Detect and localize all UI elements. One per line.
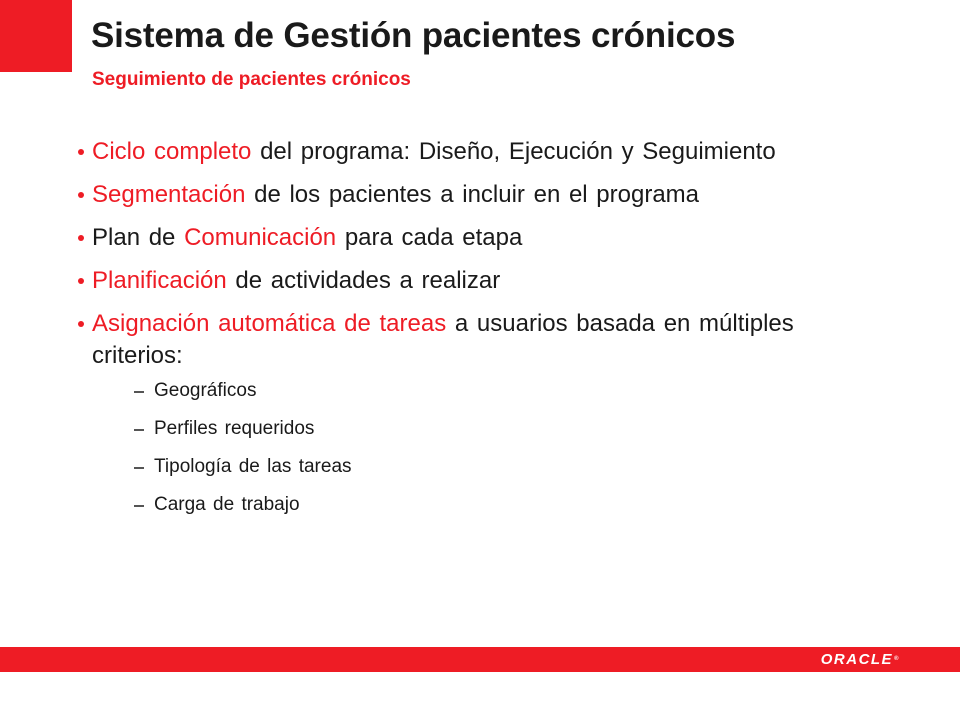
dash-icon [134, 429, 144, 431]
bullet-highlight: Comunicación [184, 224, 337, 251]
corner-accent-block [0, 0, 72, 72]
dash-icon [134, 467, 144, 469]
bullet-dot-icon [78, 235, 84, 241]
bullet-list [78, 136, 838, 532]
sub-bullet-item [116, 380, 838, 402]
sub-bullet-list [92, 380, 838, 516]
sub-bullet-item [116, 494, 838, 516]
bullet-dot-icon [78, 192, 84, 198]
bullet-item [78, 136, 838, 168]
sub-bullet-item [116, 456, 838, 478]
bullet-highlight: Asignación automática de tareas [92, 310, 447, 337]
dash-icon [134, 505, 144, 507]
dash-icon [134, 391, 144, 393]
bullet-highlight: Segmentación [92, 181, 246, 208]
sub-bullet-item [116, 418, 838, 440]
bullet-highlight: Ciclo completo [92, 138, 252, 165]
bullet-text: para cada etapa [336, 224, 523, 251]
slide-title: Sistema de Gestión pacientes crónicos [91, 16, 736, 55]
sub-bullet-text: Tipología de las tareas [154, 456, 352, 477]
sub-bullet-text: Perfiles requeridos [154, 418, 315, 439]
bullet-item [78, 179, 838, 211]
slide-subtitle: Seguimiento de pacientes crónicos [92, 69, 411, 90]
sub-bullet-text: Geográficos [154, 380, 257, 401]
bullet-text: a usuarios basada en múltiples criterios: [92, 310, 794, 369]
oracle-logo [821, 651, 900, 668]
bullet-text: del programa: Diseño, Ejecución y Seguimiento [251, 138, 776, 165]
sub-bullet-text: Carga de trabajo [154, 494, 300, 515]
bullet-dot-icon [78, 321, 84, 327]
trademark-icon: ® [894, 656, 900, 662]
bullet-text: de los pacientes a incluir en el programa [245, 181, 700, 208]
bullet-item [78, 265, 838, 297]
bullet-dot-icon [78, 149, 84, 155]
bullet-item [78, 308, 838, 516]
bullet-dot-icon [78, 278, 84, 284]
bullet-highlight: Planificación [92, 267, 227, 294]
bullet-text: de actividades a realizar [226, 267, 501, 294]
bullet-text-pre: Plan de [92, 224, 185, 251]
footer-bar [0, 647, 960, 672]
bullet-item [78, 222, 838, 254]
oracle-logo-text: ORACLE [820, 651, 894, 668]
